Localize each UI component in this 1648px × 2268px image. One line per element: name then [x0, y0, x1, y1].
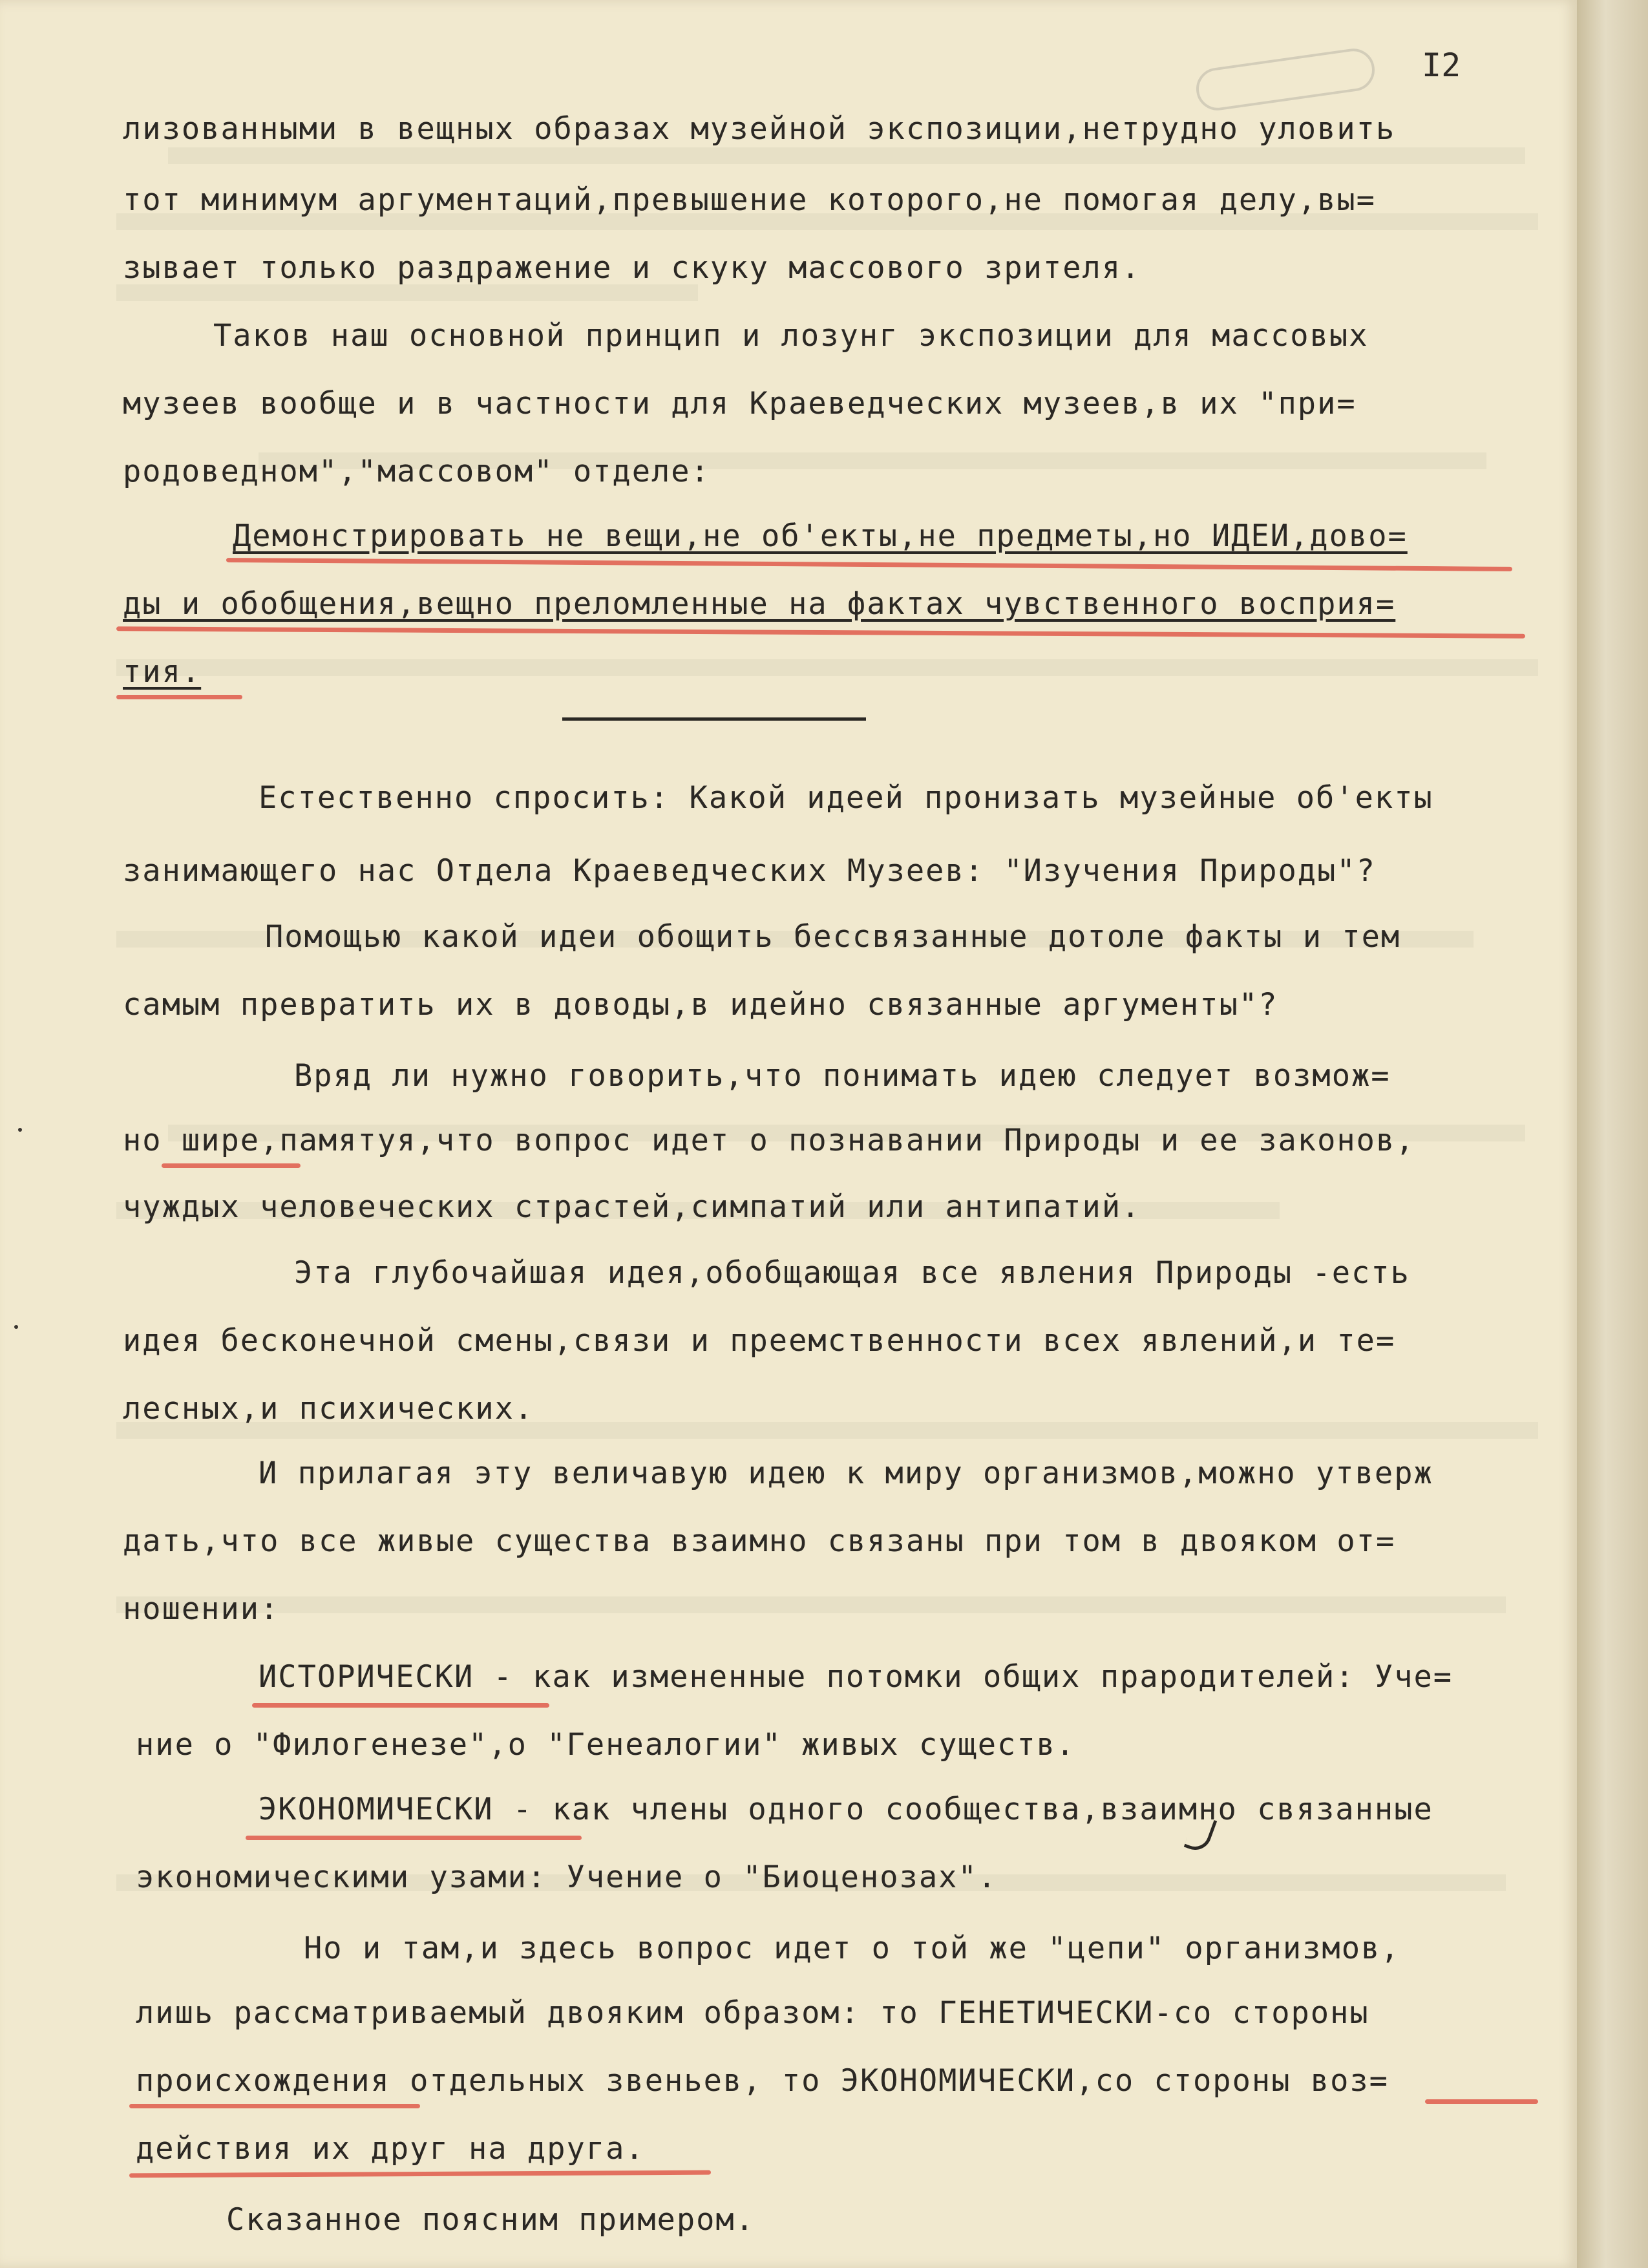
text-line: Сказанное поясним примером.	[226, 2202, 755, 2238]
emphasized-thesis-line: тия.	[123, 654, 202, 690]
text-line: музеев вообще и в частности для Краеведческих музеев,в их "при=	[123, 386, 1357, 421]
text-line: Помощью какой идеи обощить бессвязанные дотоле факты и тем	[265, 919, 1401, 955]
text-line: но шире,памятуя,что вопрос идет о познавании Природы и ее законов,	[123, 1123, 1415, 1158]
text-line: Но и там,и здесь вопрос идет о той же "цепи" организмов,	[304, 1931, 1400, 1966]
text-line: лишь рассматриваемый двояким образом: то ГЕНЕТИЧЕСКИ-со стороны	[136, 1995, 1369, 2031]
page-number: I2	[1422, 47, 1461, 84]
red-pencil-underline	[246, 1836, 582, 1840]
text-line: ние о "Филогенезе",о "Генеалогии" живых существ.	[136, 1727, 1076, 1763]
text-line: Естественно спросить: Какой идеей пронизать музейные об'екты	[259, 780, 1433, 816]
emphasized-thesis-line: ды и обобщения,вещно преломленные на фактах чувственного восприя=	[123, 586, 1396, 622]
red-pencil-underline	[116, 626, 1525, 638]
text-line: Таков наш основной принцип и лозунг экспозиции для массовых	[213, 318, 1369, 354]
text-line: идея бесконечной смены,связи и преемственности всех явлений,и те=	[123, 1323, 1396, 1359]
text-line: тот минимум аргументаций,превышение которого,не помогая делу,вы=	[123, 182, 1376, 218]
red-pencil-underline	[1425, 2099, 1538, 2104]
paper-speck	[18, 1128, 22, 1132]
text-line: зывает только раздражение и скуку массового зрителя.	[123, 250, 1141, 286]
red-pencil-underline	[129, 2170, 711, 2178]
red-pencil-underline	[129, 2104, 420, 2108]
text-line: ношении:	[123, 1591, 280, 1627]
section-divider	[562, 717, 866, 721]
red-pencil-underline	[162, 1163, 301, 1168]
text-line: лесных,и психических.	[123, 1391, 534, 1426]
text-line: самым превратить их в доводы,в идейно связанные аргументы"?	[123, 987, 1278, 1023]
page-edge	[1577, 0, 1648, 2268]
text-line: Эта глубочайшая идея,обобщающая все явления Природы -есть	[294, 1255, 1410, 1291]
text-line: родоведном","массовом" отделе:	[123, 454, 710, 489]
text-line: чуждых человеческих страстей,симпатий или антипатий.	[123, 1189, 1141, 1225]
text-line: ЭКОНОМИЧЕСКИ - как члены одного сообщества,взаимно связанные	[259, 1792, 1433, 1827]
text-line: занимающего нас Отдела Краеведческих Музеев: "Изучения Природы"?	[123, 853, 1376, 889]
emphasized-thesis-line: Демонстрировать не вещи,не об'екты,не предметы,но ИДЕИ,дово=	[233, 518, 1408, 554]
text-line: лизованными в вещных образах музейной экспозиции,нетрудно уловить	[123, 111, 1396, 147]
archive-stamp	[1194, 46, 1377, 113]
red-pencil-underline	[226, 558, 1512, 571]
text-line: дать,что все живые существа взаимно связаны при том в двояком от=	[123, 1523, 1396, 1559]
paper-speck	[14, 1325, 18, 1329]
text-line: экономическими узами: Учение о "Биоценозах".	[136, 1860, 998, 1895]
text-line: происхождения отдельных звеньев, то ЭКОНОМИЧЕСКИ,со стороны воз=	[136, 2063, 1389, 2099]
red-pencil-underline	[252, 1703, 549, 1708]
text-line: ИСТОРИЧЕСКИ - как измененные потомки общих прародителей: Уче=	[259, 1659, 1453, 1695]
red-pencil-underline	[116, 695, 242, 699]
text-line: И прилагая эту величавую идею к миру организмов,можно утверж	[259, 1456, 1433, 1491]
text-line: действия их друг на друга.	[136, 2131, 645, 2167]
text-line: Вряд ли нужно говорить,что понимать идею следует возмож=	[294, 1058, 1391, 1094]
